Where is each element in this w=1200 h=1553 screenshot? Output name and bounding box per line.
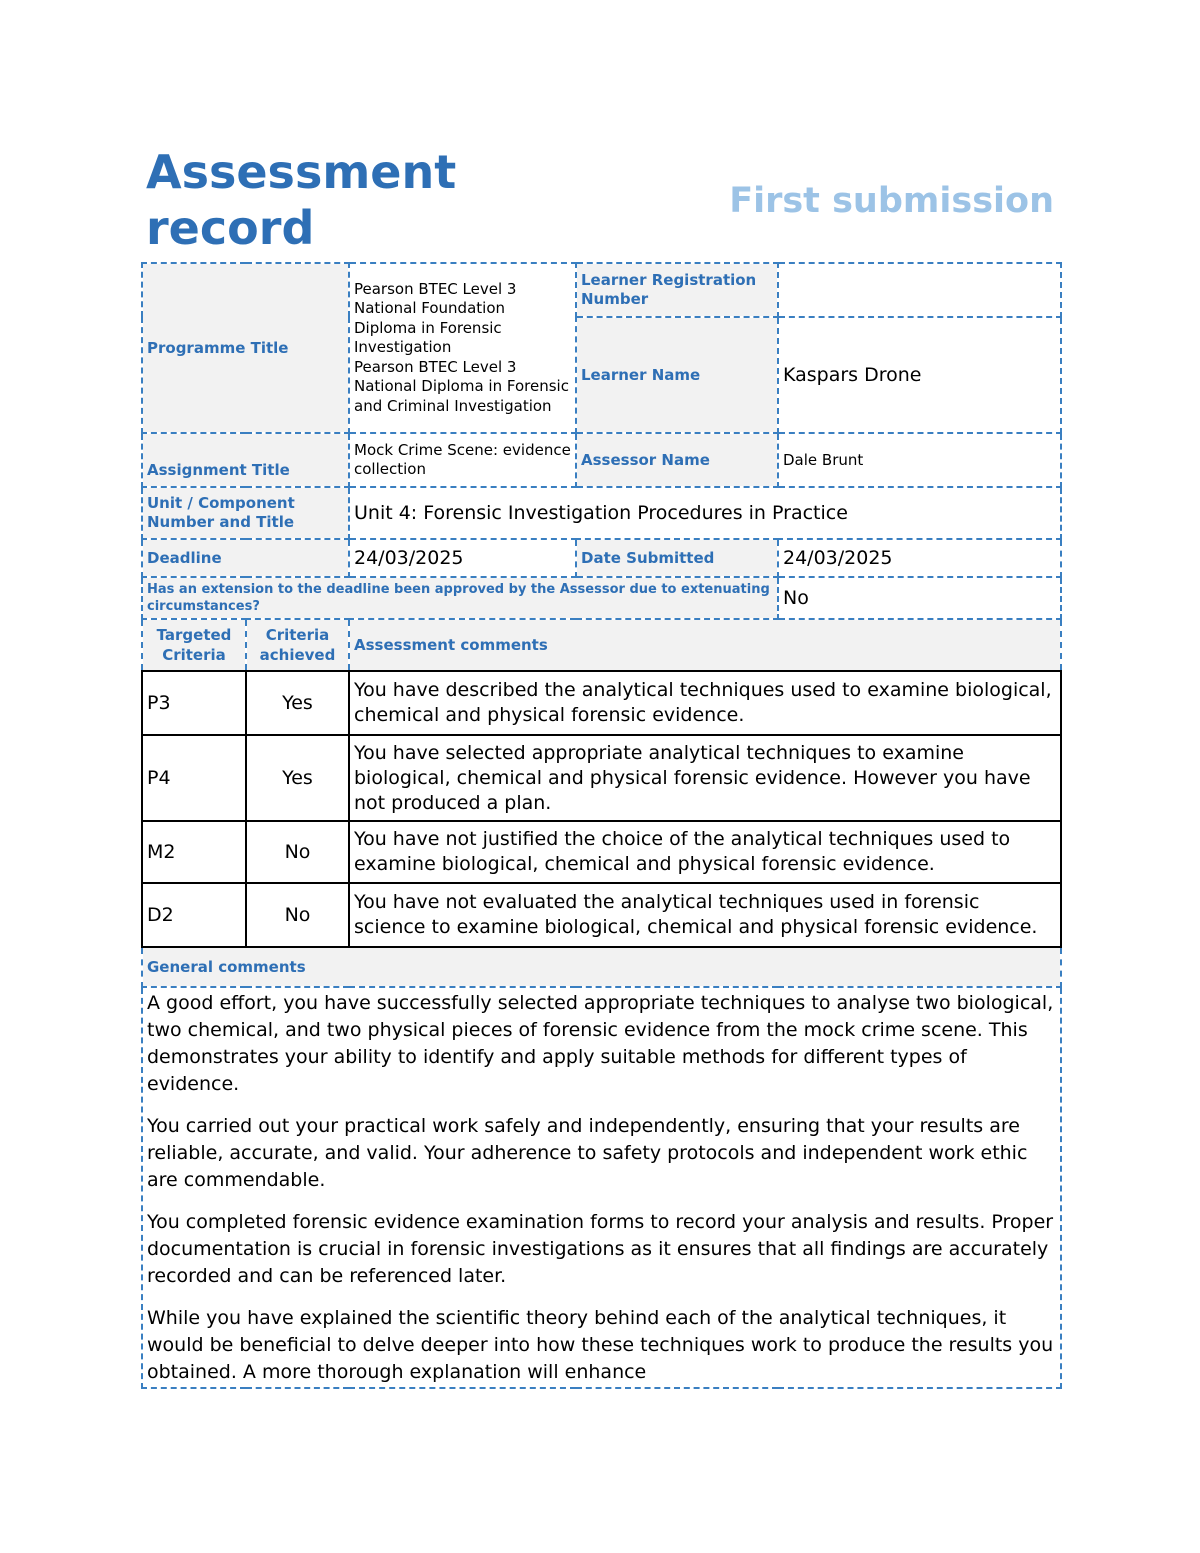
unit-label: Unit / Component Number and Title [142, 487, 349, 539]
criteria-code: P3 [142, 671, 246, 735]
criteria-row [142, 735, 1061, 821]
assessor-name-value: Dale Brunt [778, 433, 1061, 487]
learner-registration-value [778, 263, 1061, 317]
assignment-title-value: Mock Crime Scene: evidence collection [349, 433, 576, 487]
learner-name-value: Kaspars Drone [778, 317, 1061, 433]
criteria-code: M2 [142, 821, 246, 883]
criteria-comment: You have not justified the choice of the analytical techniques used to examine biological, chemical and physical forensic evidence. [349, 821, 1061, 883]
programme-title-value [349, 263, 576, 433]
general-comment-paragraph: While you have explained the scientific theory behind each of the analytical techniques, it would be beneficial to delve deeper into how these techniques work to produce the results you obtained. A more thorough explanation will enhance [147, 1307, 1054, 1383]
criteria-code: D2 [142, 883, 246, 947]
criteria-comment: You have not evaluated the analytical techniques used in forensic science to examine biological, chemical and physical forensic evidence. [349, 883, 1061, 947]
criteria-row [142, 671, 1061, 735]
general-comment-paragraph: You completed forensic evidence examination forms to record your analysis and results. Proper documentation is crucial in forensic investigations as it ensures that all findings are accurately recorded and can be referenced later. [147, 1211, 1054, 1287]
criteria-achieved: No [246, 883, 349, 947]
general-comments-body [142, 987, 1061, 1388]
extension-value: No [778, 577, 1061, 619]
programme-title-line-1: Pearson BTEC Level 3 National Foundation Diploma in Forensic Investigation [354, 279, 517, 357]
assignment-title-label: Assignment Title [142, 433, 349, 487]
criteria-achieved: Yes [246, 735, 349, 821]
general-comment-paragraph: A good effort, you have successfully selected appropriate techniques to analyse two biological, two chemical, and two physical pieces of forensic evidence from the mock crime scene. This demonstrates your ability to identify and apply suitable methods for different types of evidence. [147, 992, 1054, 1095]
assessment-comments-header: Assessment comments [349, 619, 1061, 671]
criteria-row [142, 883, 1061, 947]
date-submitted-label: Date Submitted [576, 539, 778, 577]
criteria-comment: You have described the analytical techniques used to examine biological, chemical and physical forensic evidence. [349, 671, 1061, 735]
targeted-criteria-header: Targeted Criteria [142, 619, 246, 671]
criteria-achieved: No [246, 821, 349, 883]
deadline-label: Deadline [142, 539, 349, 577]
learner-registration-label: Learner Registration Number [576, 263, 778, 317]
criteria-row [142, 821, 1061, 883]
programme-title-line-2: Pearson BTEC Level 3 National Diploma in Forensic and Criminal Investigation [354, 357, 569, 415]
extension-question: Has an extension to the deadline been approved by the Assessor due to extenuating circumstances? [142, 577, 778, 619]
assessor-name-label: Assessor Name [576, 433, 778, 487]
unit-value: Unit 4: Forensic Investigation Procedures in Practice [349, 487, 1061, 539]
date-submitted-value: 24/03/2025 [778, 539, 1061, 577]
general-comment-paragraph: You carried out your practical work safely and independently, ensuring that your results are reliable, accurate, and valid. Your adherence to safety protocols and independent work ethic are commendable. [147, 1115, 1028, 1191]
general-comments-header: General comments [142, 947, 1061, 987]
submission-status: First submission [729, 181, 1054, 221]
criteria-achieved: Yes [246, 671, 349, 735]
learner-name-label: Learner Name [576, 317, 778, 433]
criteria-code: P4 [142, 735, 246, 821]
assessment-record-table [141, 262, 1062, 1389]
page-title: Assessment record [146, 145, 457, 255]
deadline-value: 24/03/2025 [349, 539, 576, 577]
programme-title-label: Programme Title [142, 263, 349, 433]
criteria-comment: You have selected appropriate analytical techniques to examine biological, chemical and physical forensic evidence. However you have not produced a plan. [349, 735, 1061, 821]
criteria-achieved-header: Criteria achieved [246, 619, 349, 671]
